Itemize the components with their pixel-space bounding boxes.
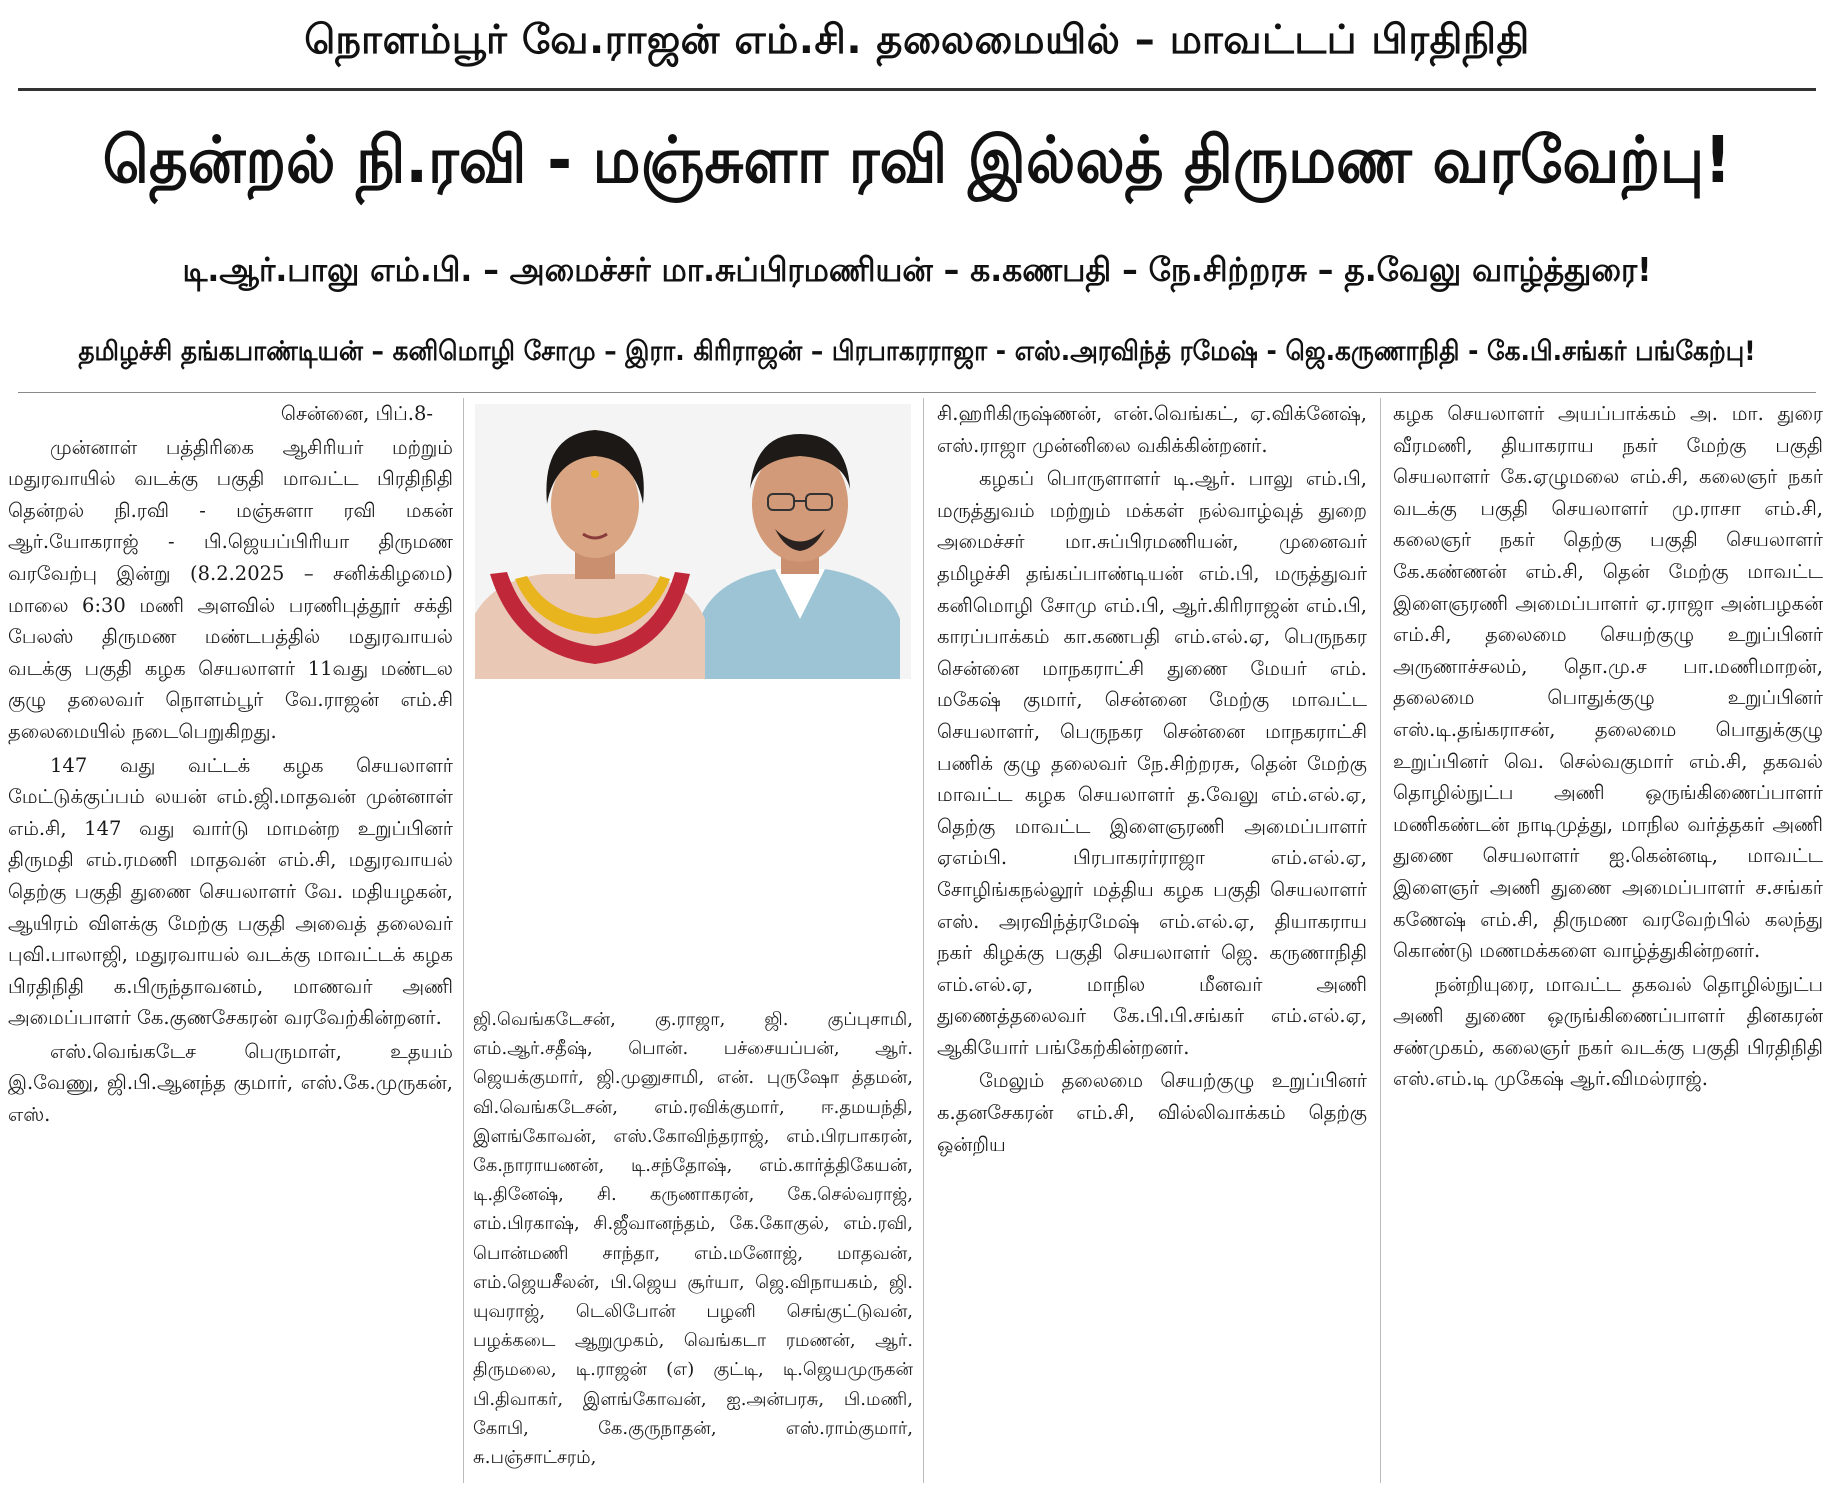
paragraph: கழக செயலாளர் அயப்பாக்கம் அ. மா. துரை வீரமணி, தியாகராய நகர் மேற்கு பகுதி செயலாளர் கே.ஏழுமலை எம்.சி, கலைஞர் நகர் வடக்கு பகுதி செயலாளர் மு.ராசா எம்.சி, கலைஞர் நகர் தெற்கு பகுதி செயலாளர் கே.கண்ணன் எம்.சி, தென் மேற்கு மாவட்ட இளைஞரணி அமைப்பாளர் ஏ.ராஜா அன்பழகன் எம்.சி, தலைமை செயற்குழு உறுப்பினர் அருணாச்சலம், தொ.மு.ச பா.மணிமாறன், தலைமை பொதுக்குழு உறுப்பினர் எஸ்.டி.தங்கராசன், தலைமை பொதுக்குழு உறுப்பினர் வெ. செல்வகுமார் எம்.சி, தகவல் தொழில்நுட்ப அணி ஒருங்கிணைப்பாளர் மணிகண்டன் நாடிமுத்து, மாநில வர்த்தகர் அணி துணை செயலாளர் ஐ.கென்னடி, மாவட்ட இளைஞர் அணி துணை அமைப்பாளர் ச.சங்கர் கணேஷ் எம்.சி, திருமண வரவேற்பில் கலந்து கொண்டு மணமக்களை வாழ்த்துகின்றனர். bbox=[1393, 402, 1823, 963]
paragraph: சி.ஹரிகிருஷ்ணன், என்.வெங்கட், ஏ.விக்னேஷ், எஸ்.ராஜா முன்னிலை வகிக்கின்றனர். bbox=[937, 402, 1367, 457]
paragraph: முன்னாள் பத்திரிகை ஆசிரியர் மற்றும் மதுரவாயில் வடக்கு பகுதி மாவட்ட பிரதிநிதி தென்றல் நி.ரவி - மஞ்சுளா ரவி மகன் ஆர்.யோகராஜ் - பி.ஜெயப்பிரியா திருமண வரவேற்பு இன்று (8.2.2025 – சனிக்கிழமை) மாலை 6:30 மணி அளவில் பரணிபுத்தூர் சக்தி பேலஸ் திருமண மண்டபத்தில் மதுரவாயல் வடக்கு பகுதி கழக செயலாளர் 11வது மண்டல குழு தலைவர் நொளம்பூர் வே.ராஜன் எம்.சி தலைமையில் நடைபெறுகிறது. bbox=[8, 435, 453, 743]
column-divider bbox=[1380, 398, 1381, 1483]
paragraph: 147 வது வட்டக் கழக செயலாளர் மேட்டுக்குப்பம் லயன் எம்.ஜி.மாதவன் முன்னாள் எம்.சி, 147 வது வார்டு மாமன்ற உறுப்பினர் திருமதி எம்.ரமணி மாதவன் எம்.சி, மதுரவாயல் தெற்கு பகுதி துணை செயலாளர் வே. மதியழகன், ஆயிரம் விளக்கு மேற்கு பகுதி அவைத் தலைவர் புவி.பாலாஜி, மதுரவாயல் வடக்கு மாவட்டக் கழக பிரதிநிதி க.பிருந்தாவனம், மாணவர் அணி அமைப்பாளர் கே.குணசேகரன் வரவேற்கின்றனர். bbox=[8, 753, 453, 1030]
subheadline-2: தமிழச்சி தங்கபாண்டியன் – கனிமொழி சோமு – இரா. கிரிராஜன் – பிரபாகரராஜா - எஸ்.அரவிந்த் ரமேஷ் - ஜெ.கருணாநிதி - கே.பி.சங்கர் பங்கேற்பு! bbox=[78, 335, 1756, 367]
kicker-rule bbox=[18, 88, 1816, 91]
article-column-2 bbox=[473, 1005, 913, 1474]
paragraph: கழகப் பொருளாளர் டி.ஆர். பாலு எம்.பி, மருத்துவம் மற்றும் மக்கள் நல்வாழ்வுத் துறை அமைச்சர் மா.சுப்பிரமணியன், முனைவர் தமிழச்சி தங்கப்பாண்டியன் எம்.பி, மருத்துவர் கனிமொழி சோமு எம்.பி, ஆர்.கிரிராஜன் எம்.பி, காரப்பாக்கம் கா.கணபதி எம்.எல்.ஏ, பெருநகர சென்னை மாநகராட்சி துணை மேயர் எம். மகேஷ் குமார், சென்னை மேற்கு மாவட்ட செயலாளர், பெருநகர சென்னை மாநகராட்சி பணிக் குழு தலைவர் நே.சிற்றரசு, தென் மேற்கு மாவட்ட கழக செயலாளர் த.வேலு எம்.எல்.ஏ, தெற்கு மாவட்ட இளைஞரணி அமைப்பாளர் ஏஎம்பி. பிரபாகரர்ராஜா எம்.எல்.ஏ, சோழிங்கநல்லூர் மத்திய கழக பகுதி செயலாளர் எஸ். அரவிந்த்ரமேஷ் எம்.எல்.ஏ, தியாகராய நகர் கிழக்கு பகுதி செயலாளர் ஜெ. கருணாநிதி எம்.எல்.ஏ, மாநில மீனவர் அணி துணைத்தலைவர் கே.பி.பி.சங்கர் எம்.எல்.ஏ, ஆகியோர் பங்கேற்கின்றனர். bbox=[937, 467, 1367, 1059]
body-rule bbox=[18, 392, 1816, 393]
couple-photo-illustration bbox=[475, 404, 911, 679]
column-divider bbox=[923, 398, 924, 1483]
couple-photo bbox=[475, 404, 911, 679]
article-column-3 bbox=[937, 398, 1367, 1162]
paragraph: நன்றியுரை, மாவட்ட தகவல் தொழில்நுட்ப அணி துணை ஒருங்கிணைப்பாளர் தினகரன் சண்முகம், கலைஞர் நகர் வடக்கு பகுதி பிரதிநிதி எஸ்.எம்.டி முகேஷ் ஆர்.விமல்ராஜ். bbox=[1393, 972, 1823, 1091]
paragraph: ஜி.வெங்கடேசன், கு.ராஜா, ஜி. குப்புசாமி, எம்.ஆர்.சதீஷ், பொன். பச்சையப்பன், ஆர். ஜெயக்குமார், ஜி.முனுசாமி, என். புருஷோ த்தமன், வி.வெங்கடேசன், எம்.ரவிக்குமார், ஈ.தமயந்தி, இளங்கோவன், எஸ்.கோவிந்தராஜ், எம்.பிரபாகரன், கே.நாராயணன், டி.சந்தோஷ், எம்.கார்த்திகேயன், டி.தினேஷ், சி. கருணாகரன், கே.செல்வராஜ், எம்.பிரகாஷ், சி.ஜீவானந்தம், கே.கோகுல், எம்.ரவி, பொன்மணி சாந்தா, எம்.மனோஜ், மாதவன், எம்.ஜெயசீலன், பி.ஜெய சூர்யா, ஜெ.விநாயகம், ஜி. யுவராஜ், டெலிபோன் பழனி செங்குட்டுவன், பழக்கடை ஆறுமுகம், வெங்கடா ரமணன், ஆர். திருமலை, டி.ராஜன் (எ) குட்டி, டி.ஜெயமுருகன் பி.திவாகர், இளங்கோவன், ஐ.அன்பரசு, பி.மணி, கோபி, கே.குருநாதன், எஸ்.ராம்குமார், சு.பஞ்சாட்சரம், bbox=[473, 1009, 913, 1469]
article-column-4 bbox=[1393, 398, 1823, 1097]
article-column-1 bbox=[8, 398, 453, 1133]
paragraph: எஸ்.வெங்கடேச பெருமாள், உதயம் இ.வேணு, ஜி.பி.ஆனந்த குமார், எஸ்.கே.முருகன், எஸ். bbox=[8, 1039, 453, 1127]
column-divider bbox=[463, 398, 464, 1483]
headline: தென்றல் நி.ரவி - மஞ்சுளா ரவி இல்லத் திருமண வரவேற்பு! bbox=[102, 124, 1732, 198]
dateline: சென்னை, பிப்.8- bbox=[280, 402, 433, 425]
paragraph: மேலும் தலைமை செயற்குழு உறுப்பினர் க.தனசேகரன் எம்.சி, வில்லிவாக்கம் தெற்கு ஒன்றிய bbox=[937, 1069, 1367, 1156]
subheadline-1: டி.ஆர்.பாலு எம்.பி. – அமைச்சர் மா.சுப்பிரமணியன் – க.கணபதி – நே.சிற்றரசு – த.வேலு வாழ்த்துரை! bbox=[182, 250, 1652, 289]
kicker: நொளம்பூர் வே.ராஜன் எம்.சி. தலைமையில் – மாவட்டப் பிரதிநிதி bbox=[304, 17, 1530, 63]
